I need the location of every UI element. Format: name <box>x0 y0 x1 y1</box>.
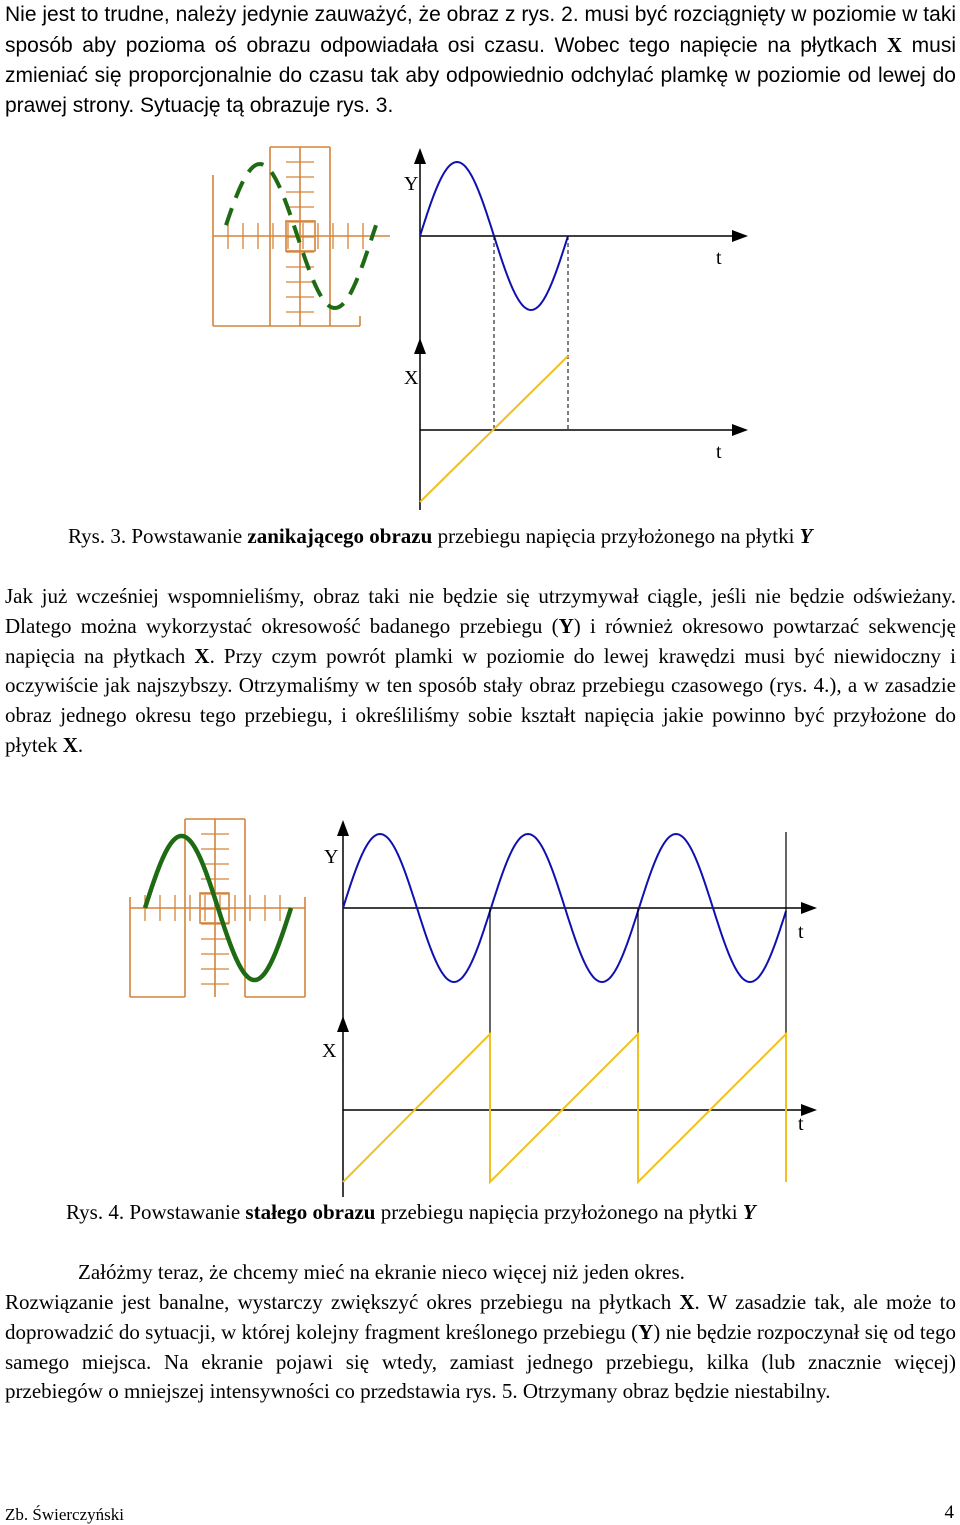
caption-fig3: Rys. 3. Powstawanie zanikającego obrazu przebiegu napięcia przyłożonego na płytki Y <box>68 524 813 548</box>
paragraph-multi-period-intro: Załóżmy teraz, że chcemy mieć na ekranie nieco więcej niż jeden okres. <box>78 1260 685 1284</box>
t-axis-label-4-bottom: t <box>798 1113 804 1135</box>
x-waveform-plot-4 <box>337 1016 817 1182</box>
paragraph-refresh: Jak już wcześniej wspomnieliśmy, obraz taki nie będzie się utrzymywał ciągle, jeśli nie będzie odświeżany. Dlatego można wykorzystać okresowość badanego przebiegu (Y) i również okresowo powtarzać sekwencję napięcia na płytkach X. Przy czym powrót plamki w poziomie do lewej krawędzi musi być niewidoczny i oczywiście jak najszybszy. Otrzymaliśmy w ten sposób stały obraz przebiegu czasowego (rys. 4.), a w zasadzie obraz jednego okresu tego przebiegu, i określiliśmy sobie kształt napięcia jakie powinno być przyłożone do płytek X. <box>5 584 956 757</box>
figure-3 <box>0 140 960 510</box>
paragraph-intro: Nie jest to trudne, należy jedynie zauważyć, że obraz z rys. 2. musi być rozciągnięty w poziomie w taki sposób aby pozioma oś obrazu odpowiadała osi czasu. Wobec tego napięcie na płytkach X musi zmieniać się proporcjonalnie do czasu tak aby odpowiednio odchylać plamkę w poziomie od lewej do prawej strony. Sytuację tą obrazuje rys. 3. <box>5 3 956 117</box>
footer-author: Zb. Świerczyński <box>5 1505 124 1524</box>
y-waveform-plot-4 <box>337 820 817 1197</box>
figure-4 <box>0 812 960 1197</box>
y-waveform-plot-3 <box>414 148 748 510</box>
y-axis-label-3: Y <box>404 173 419 195</box>
x-waveform-plot-3 <box>414 338 748 502</box>
screen-ticks-3 <box>228 162 363 312</box>
page-number: 4 <box>944 1502 954 1523</box>
t-axis-label-4-top: t <box>798 921 804 943</box>
t-axis-label-3-top: t <box>716 247 722 269</box>
paragraph-multi-period: Rozwiązanie jest banalne, wystarczy zwiększyć okres przebiegu na płytkach X. W zasadzie tak, ale może to doprowadzić do sytuacji, w której kolejny fragment kreślonego przebiegu (Y) nie będzie rozpoczynał się od tego samego miejsca. Na ekranie pojawi się wtedy, zamiast jednego przebiegu, kilka (lub znacznie więcej) przebiegów o mniejszej intensywności co przedstawia rys. 5. Otrzymany obraz będzie niestabilny. <box>5 1290 956 1404</box>
y-axis-label-4: Y <box>324 846 339 868</box>
x-axis-label-3: X <box>404 367 419 389</box>
caption-fig4: Rys. 4. Powstawanie stałego obrazu przebiegu napięcia przyłożonego na płytki Y <box>66 1200 756 1224</box>
t-axis-label-3-bottom: t <box>716 441 722 463</box>
sawtooth-wave-4 <box>343 1034 786 1182</box>
x-axis-label-4: X <box>322 1040 337 1062</box>
